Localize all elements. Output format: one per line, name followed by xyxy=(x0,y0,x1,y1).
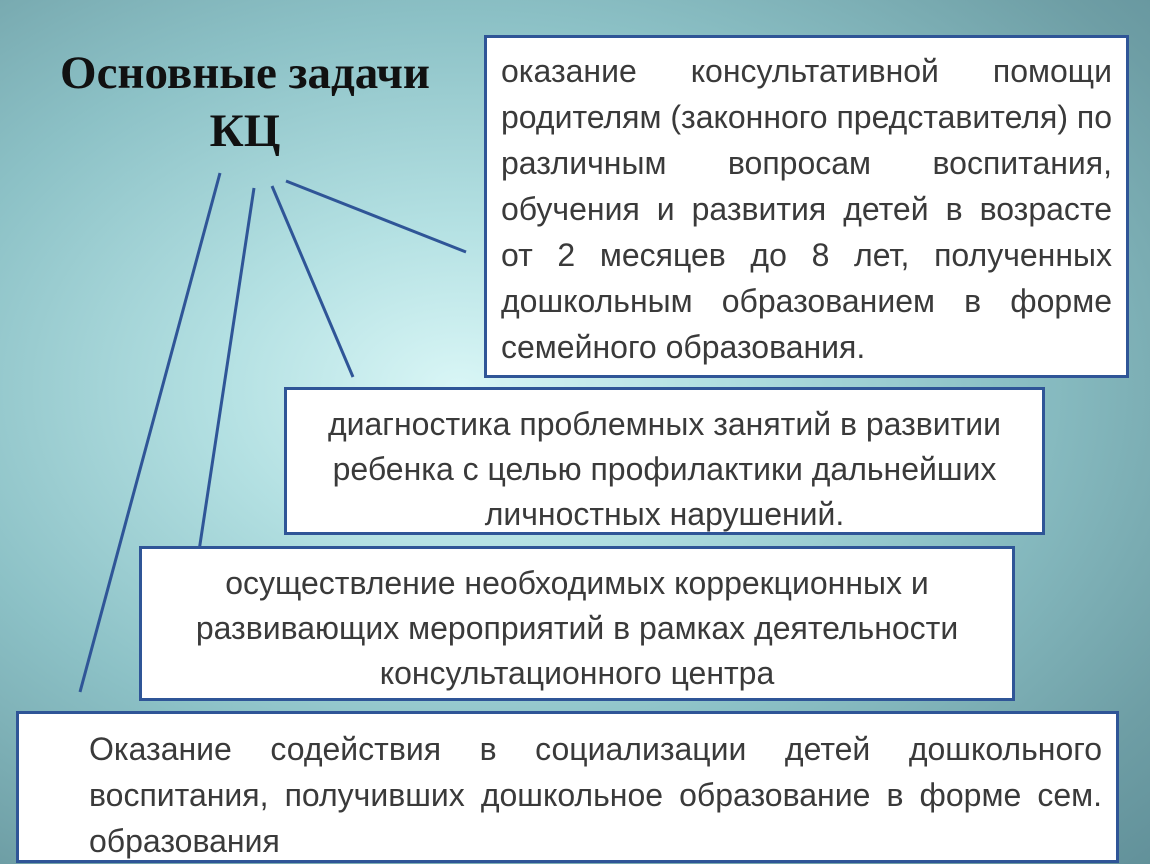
connector-line-3 xyxy=(199,188,254,551)
connector-line-1 xyxy=(286,181,466,252)
task-box-diagnostics xyxy=(284,387,1045,535)
task-text-correction: осуществление необходимых коррекционных и развивающих мероприятий в рамках деятельности консультационного центра xyxy=(195,565,959,691)
task-text-diagnostics: диагностика проблемных занятий в развитии ребенка с целью профилактики дальнейших личностных нарушений. xyxy=(327,406,1002,532)
diagram-title-line-2: КЦ xyxy=(209,105,281,157)
task-box-consulting xyxy=(484,35,1129,378)
connector-line-2 xyxy=(272,186,353,377)
task-box-correction xyxy=(139,546,1015,701)
task-box-socialization xyxy=(16,711,1119,863)
task-text-socialization: Оказание содействия в социализации детей дошкольного воспитания, получивших дошкольное образование в форме сем. образования xyxy=(89,731,1102,859)
task-text-consulting: оказание консультативной помощи родителям (законного представителя) по различным вопросам воспитания, обучения и развития детей в возрасте от 2 месяцев до 8 лет, полученных дошкольным образованием в форме семейного образования. xyxy=(501,53,1112,365)
diagram-title-line-1: Основные задачи xyxy=(60,47,430,99)
